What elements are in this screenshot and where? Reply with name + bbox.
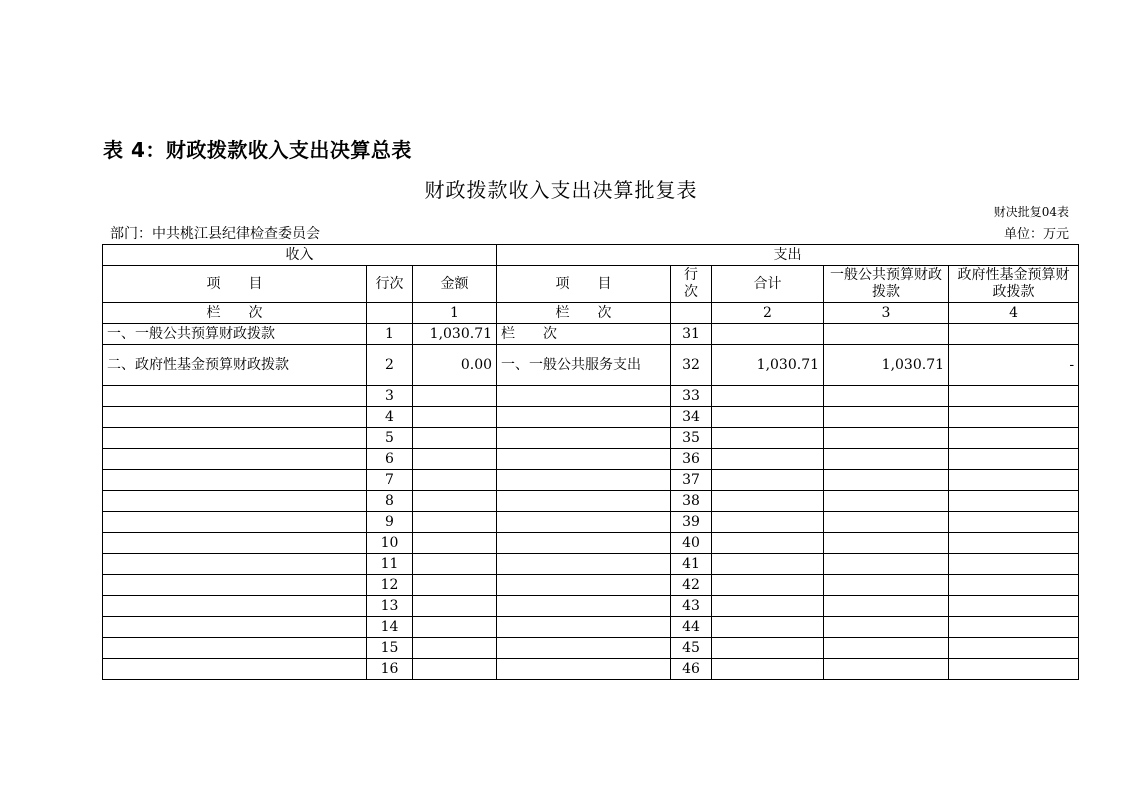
in-item-cell (103, 470, 367, 491)
col-total-header: 合计 (712, 266, 824, 303)
out-item-cell (497, 638, 671, 659)
out-line-cell: 31 (671, 324, 712, 345)
fund-cell (949, 512, 1079, 533)
in-amount-cell (413, 638, 497, 659)
out-line-cell: 37 (671, 470, 712, 491)
group-income-header: 收入 (103, 245, 497, 266)
out-item-cell (497, 659, 671, 680)
table-row (103, 386, 1079, 407)
in-item-cell (103, 554, 367, 575)
general-cell (824, 407, 949, 428)
out-item-cell (497, 575, 671, 596)
in-line-cell: 7 (367, 470, 413, 491)
in-item-cell (103, 638, 367, 659)
in-line-cell: 9 (367, 512, 413, 533)
table-row (103, 575, 1079, 596)
out-item-cell (497, 596, 671, 617)
fund-cell (949, 638, 1079, 659)
in-line-cell: 11 (367, 554, 413, 575)
out-line-cell: 32 (671, 345, 712, 386)
out-item-cell: 栏 次 (497, 324, 671, 345)
fund-cell (949, 491, 1079, 512)
fund-cell (949, 428, 1079, 449)
table-row (103, 345, 1079, 386)
out-item-cell: 一、一般公共服务支出 (497, 345, 671, 386)
in-line-cell: 14 (367, 617, 413, 638)
in-item-cell (103, 512, 367, 533)
lan-2: 2 (712, 303, 824, 324)
out-line-cell: 40 (671, 533, 712, 554)
in-line-cell: 12 (367, 575, 413, 596)
in-line-cell: 1 (367, 324, 413, 345)
out-item-cell (497, 449, 671, 470)
general-cell (824, 449, 949, 470)
col-line-header: 行次 (367, 266, 413, 303)
general-cell (824, 324, 949, 345)
table-row (103, 512, 1079, 533)
in-line-cell: 8 (367, 491, 413, 512)
general-cell (824, 491, 949, 512)
in-item-cell (103, 575, 367, 596)
general-cell (824, 470, 949, 491)
out-item-cell (497, 491, 671, 512)
col-line2-header: 行 次 (671, 266, 712, 303)
out-item-cell (497, 407, 671, 428)
out-line-cell: 36 (671, 449, 712, 470)
in-amount-cell (413, 554, 497, 575)
table-row (103, 659, 1079, 680)
out-item-cell (497, 428, 671, 449)
fund-cell (949, 470, 1079, 491)
table-row (103, 449, 1079, 470)
in-item-cell (103, 491, 367, 512)
table-row (103, 324, 1079, 345)
table-row (103, 407, 1079, 428)
total-cell (712, 491, 824, 512)
out-line-cell: 43 (671, 596, 712, 617)
in-amount-cell: 0.00 (413, 345, 497, 386)
in-amount-cell (413, 512, 497, 533)
general-cell: 1,030.71 (824, 345, 949, 386)
in-line-cell: 10 (367, 533, 413, 554)
in-item-cell: 二、政府性基金预算财政拨款 (103, 345, 367, 386)
in-item-cell (103, 449, 367, 470)
table-row (103, 533, 1079, 554)
table-row (103, 554, 1079, 575)
out-item-cell (497, 533, 671, 554)
total-cell (712, 428, 824, 449)
out-line-cell: 34 (671, 407, 712, 428)
lan-4: 4 (949, 303, 1079, 324)
out-line-cell: 46 (671, 659, 712, 680)
out-line-cell: 44 (671, 617, 712, 638)
fund-cell (949, 324, 1079, 345)
total-cell (712, 659, 824, 680)
in-amount-cell (413, 386, 497, 407)
table-row (103, 470, 1079, 491)
in-line-cell: 2 (367, 345, 413, 386)
general-cell (824, 533, 949, 554)
general-cell (824, 659, 949, 680)
in-item-cell (103, 659, 367, 680)
in-line-cell: 4 (367, 407, 413, 428)
total-cell (712, 554, 824, 575)
total-cell (712, 596, 824, 617)
form-code: 财决批复04表 (993, 205, 1069, 219)
fund-cell (949, 596, 1079, 617)
page-title: 财政拨款收入支出决算批复表 (424, 178, 698, 202)
general-cell (824, 617, 949, 638)
out-line-cell: 42 (671, 575, 712, 596)
in-amount-cell (413, 575, 497, 596)
total-cell (712, 575, 824, 596)
fund-cell (949, 386, 1079, 407)
in-amount-cell (413, 407, 497, 428)
out-line-cell: 38 (671, 491, 712, 512)
in-item-cell (103, 386, 367, 407)
total-cell (712, 386, 824, 407)
in-amount-cell (413, 533, 497, 554)
in-item-cell (103, 596, 367, 617)
in-item-cell (103, 533, 367, 554)
total-cell: 1,030.71 (712, 345, 824, 386)
in-line-cell: 15 (367, 638, 413, 659)
in-amount-cell (413, 617, 497, 638)
fund-cell (949, 554, 1079, 575)
out-item-cell (497, 617, 671, 638)
unit-label: 单位：万元 (1003, 227, 1069, 242)
fund-cell (949, 407, 1079, 428)
col-amount-header: 金额 (413, 266, 497, 303)
total-cell (712, 638, 824, 659)
department-label: 部门：中共桃江县纪律检查委员会 (110, 226, 320, 242)
general-cell (824, 596, 949, 617)
total-cell (712, 449, 824, 470)
lan-1: 1 (413, 303, 497, 324)
lan-empty (367, 303, 413, 324)
general-cell (824, 575, 949, 596)
total-cell (712, 617, 824, 638)
fund-cell (949, 575, 1079, 596)
general-cell (824, 386, 949, 407)
out-line-cell: 45 (671, 638, 712, 659)
col-item2-header: 项 目 (497, 266, 671, 303)
in-amount-cell: 1,030.71 (413, 324, 497, 345)
in-line-cell: 16 (367, 659, 413, 680)
out-item-cell (497, 386, 671, 407)
in-line-cell: 6 (367, 449, 413, 470)
out-line-cell: 39 (671, 512, 712, 533)
out-item-cell (497, 554, 671, 575)
total-cell (712, 324, 824, 345)
out-line-cell: 35 (671, 428, 712, 449)
in-line-cell: 13 (367, 596, 413, 617)
in-amount-cell (413, 428, 497, 449)
total-cell (712, 533, 824, 554)
col-item-header: 项 目 (103, 266, 367, 303)
in-item-cell (103, 428, 367, 449)
fund-cell (949, 617, 1079, 638)
general-cell (824, 512, 949, 533)
appropriation-table (102, 244, 1079, 680)
in-amount-cell (413, 470, 497, 491)
general-cell (824, 428, 949, 449)
in-amount-cell (413, 659, 497, 680)
in-item-cell: 一、一般公共预算财政拨款 (103, 324, 367, 345)
general-cell (824, 638, 949, 659)
table-row (103, 596, 1079, 617)
in-item-cell (103, 617, 367, 638)
total-cell (712, 512, 824, 533)
lan-3: 3 (824, 303, 949, 324)
in-item-cell (103, 407, 367, 428)
out-line-cell: 33 (671, 386, 712, 407)
in-line-cell: 3 (367, 386, 413, 407)
out-line-cell: 41 (671, 554, 712, 575)
lan-label: 栏 次 (103, 303, 367, 324)
table-row (103, 638, 1079, 659)
in-amount-cell (413, 596, 497, 617)
fund-cell (949, 533, 1079, 554)
total-cell (712, 407, 824, 428)
in-amount-cell (413, 449, 497, 470)
general-cell (824, 554, 949, 575)
section-heading: 表 4：财政拨款收入支出决算总表 (103, 138, 412, 162)
fund-cell (949, 659, 1079, 680)
group-expense-header: 支出 (497, 245, 1079, 266)
col-fund-header: 政府性基金预算财政拨款 (949, 266, 1079, 303)
in-amount-cell (413, 491, 497, 512)
out-item-cell (497, 512, 671, 533)
lan-empty-2 (671, 303, 712, 324)
col-general-header: 一般公共预算财政拨款 (824, 266, 949, 303)
in-line-cell: 5 (367, 428, 413, 449)
table-row (103, 491, 1079, 512)
fund-cell (949, 449, 1079, 470)
fund-cell: - (949, 345, 1079, 386)
table-row (103, 617, 1079, 638)
out-item-cell (497, 470, 671, 491)
lan-label-2: 栏 次 (497, 303, 671, 324)
total-cell (712, 470, 824, 491)
table-row (103, 428, 1079, 449)
